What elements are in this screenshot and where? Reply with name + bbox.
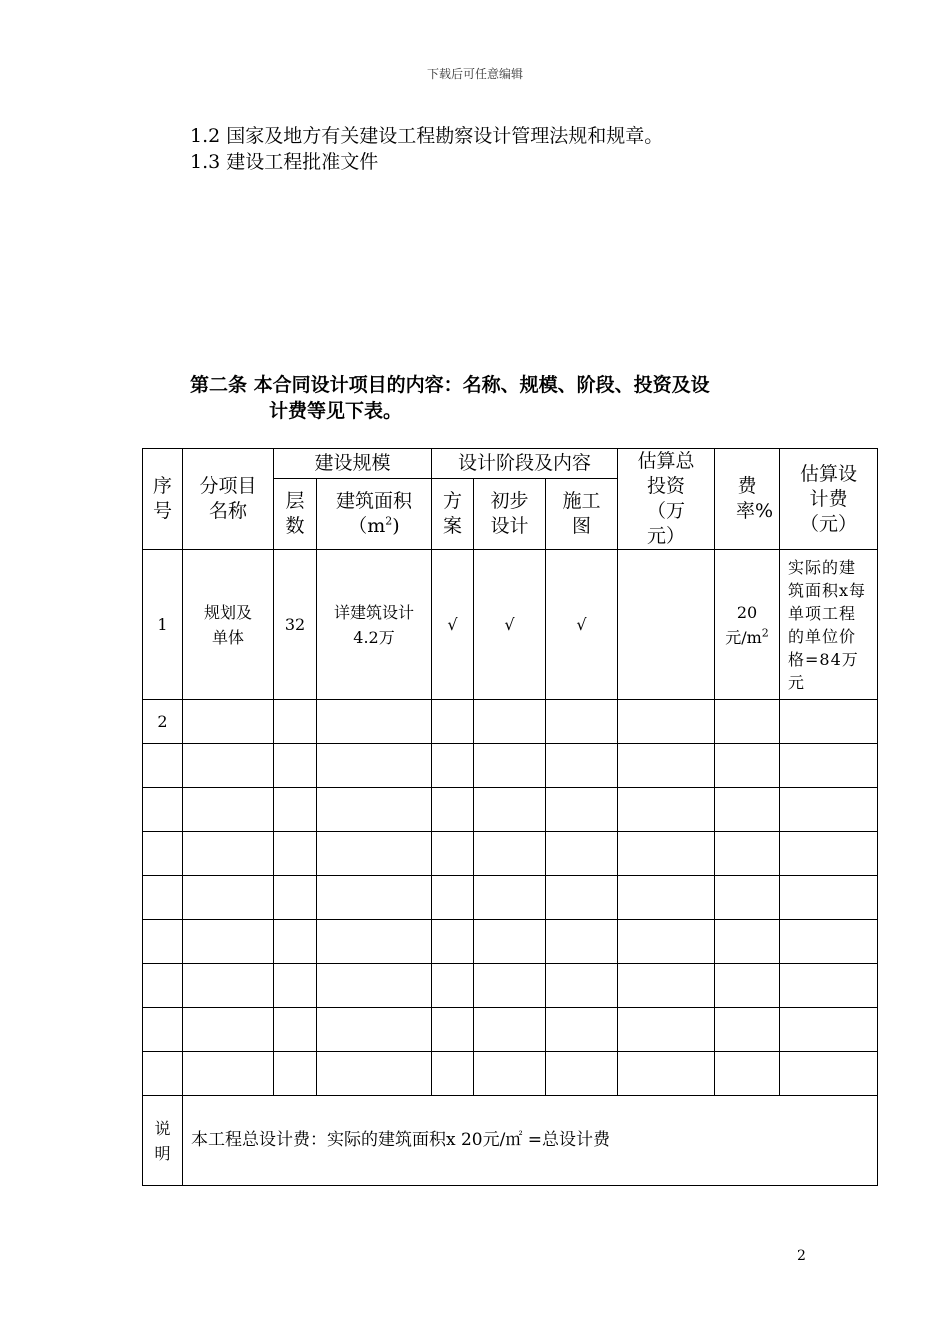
header-scale-group: 建设规模: [274, 449, 432, 479]
row2-seq: 2: [143, 700, 183, 744]
row1-floors: 32: [274, 550, 317, 700]
article-two: [190, 372, 830, 424]
row1-fee: 实际的建筑面积x每单项工程的单位价格=84万元: [780, 550, 878, 700]
header-item-name: 分项目名称: [183, 449, 274, 550]
table-row: [143, 550, 878, 700]
row1-area: 详建筑设计4.2万: [317, 550, 432, 700]
table-row: [143, 788, 878, 832]
row1-prelim: √: [474, 550, 546, 700]
header-rate: 费率%: [715, 449, 780, 550]
table-row: [143, 700, 878, 744]
design-items-table: [142, 448, 878, 1186]
header-area: 建筑面积$(m^2)$: [317, 479, 432, 550]
row1-name: 规划及单体: [183, 550, 274, 700]
header-floors: 层数: [274, 479, 317, 550]
header-investment: 估算总投资（万元）: [618, 449, 715, 550]
note-label: 说明: [143, 1096, 183, 1186]
table-row: [143, 876, 878, 920]
table-row: [143, 1008, 878, 1052]
article-line-1: 第二条 本合同设计项目的内容：名称、规模、阶段、投资及设: [190, 374, 710, 396]
row1-construction: √: [546, 550, 618, 700]
table-row: [143, 964, 878, 1008]
article-line-2: 计费等见下表。: [269, 400, 403, 422]
header-seq: 序号: [143, 449, 183, 550]
page-header: 下载后可任意编辑: [426, 67, 523, 81]
note-text: 本工程总设计费：实际的建筑面积x 20元/㎡ =总设计费: [183, 1096, 878, 1186]
header-stage-group: 设计阶段及内容: [432, 449, 618, 479]
table-row: [143, 744, 878, 788]
header-fee: 估算设计费（元）: [780, 449, 878, 550]
table-row: [143, 920, 878, 964]
table-row: [143, 832, 878, 876]
row1-seq: 1: [143, 550, 183, 700]
page-number: 2: [797, 1248, 806, 1264]
row1-investment: [618, 550, 715, 700]
table-row: [143, 1052, 878, 1096]
header-construction: 施工图: [546, 479, 618, 550]
row1-scheme: √: [432, 550, 474, 700]
row1-rate: 20元$/m^2$: [715, 550, 780, 700]
clause-1-3: 1.3 建设工程批准文件: [190, 151, 379, 173]
header-prelim: 初步设计: [474, 479, 546, 550]
clause-1-2: 1.2 国家及地方有关建设工程勘察设计管理法规和规章。: [190, 125, 664, 147]
header-scheme: 方案: [432, 479, 474, 550]
note-row: [143, 1096, 878, 1186]
